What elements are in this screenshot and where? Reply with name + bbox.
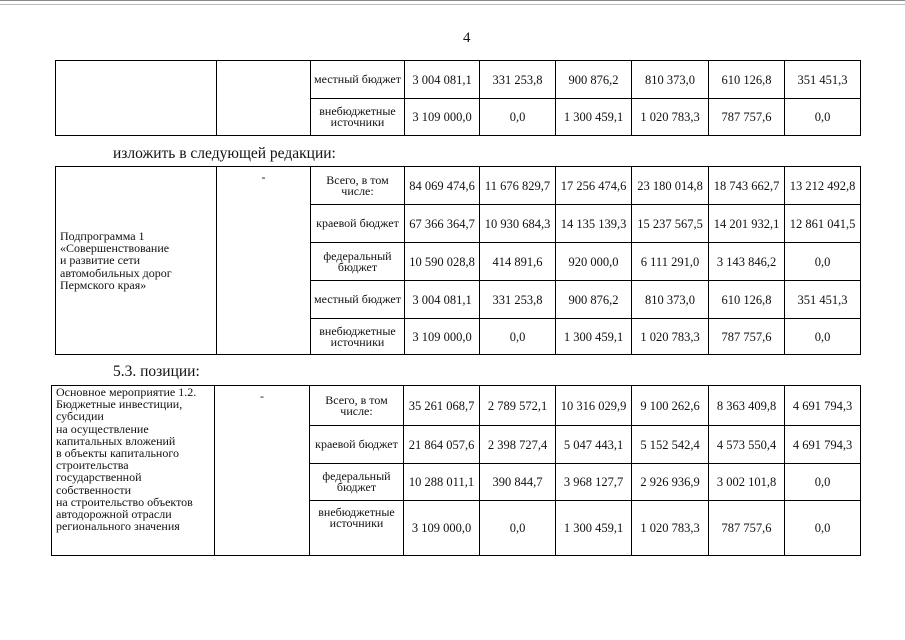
value-cell: 10 288 011,1: [404, 464, 480, 501]
value-cell: 4 573 550,4: [709, 426, 785, 464]
activity-name: Основное мероприятие 1.2. Бюджетные инвестиции, субсидии на осуществление капитальных вложений в объекты капитального строительства государственной собственности на строительство объектов автодорожной отрасли регионального значения: [52, 386, 215, 556]
value-cell: 67 366 364,7: [405, 205, 480, 243]
value-cell: 390 844,7: [480, 464, 556, 501]
value-cell: 2 398 727,4: [480, 426, 556, 464]
value-cell: 5 047 443,1: [556, 426, 632, 464]
value-cell: 2 926 936,9: [632, 464, 709, 501]
value-cell: 23 180 014,8: [632, 167, 709, 205]
value-cell: 3 109 000,0: [404, 501, 480, 556]
marker-cell: -: [215, 386, 310, 556]
value-cell: 3 143 846,2: [709, 243, 785, 281]
value-cell: 4 691 794,3: [785, 426, 861, 464]
value-cell: 1 300 459,1: [556, 501, 632, 556]
value-cell: 4 691 794,3: [785, 386, 861, 426]
value-cell: 13 212 492,8: [785, 167, 861, 205]
page-number: 4: [463, 30, 471, 46]
value-cell: 0,0: [785, 464, 861, 501]
value-cell: 787 757,6: [709, 501, 785, 556]
value-cell: 17 256 474,6: [556, 167, 632, 205]
value-cell: 3 004 081,1: [405, 61, 480, 99]
funding-source: краевой бюджет: [311, 205, 405, 243]
value-cell: 18 743 662,7: [709, 167, 785, 205]
value-cell: 2 789 572,1: [480, 386, 556, 426]
value-cell: 3 968 127,7: [556, 464, 632, 501]
marker-cell: -: [217, 167, 311, 355]
value-cell: 610 126,8: [709, 281, 785, 319]
value-cell: 0,0: [480, 501, 556, 556]
value-cell: 11 676 829,7: [480, 167, 556, 205]
funding-source: местный бюджет: [311, 61, 405, 99]
value-cell: 0,0: [480, 319, 556, 355]
funding-source: внебюджетные источники: [310, 501, 404, 556]
value-cell: 1 020 783,3: [632, 501, 709, 556]
funding-source: Всего, в том числе:: [311, 167, 405, 205]
budget-table-continuation: [55, 60, 861, 136]
value-cell: 351 451,3: [785, 281, 861, 319]
value-cell: 610 126,8: [709, 61, 785, 99]
value-cell: 14 135 139,3: [556, 205, 632, 243]
value-cell: 3 109 000,0: [405, 99, 480, 136]
value-cell: 0,0: [785, 319, 861, 355]
table-row: [56, 167, 861, 205]
value-cell: 0,0: [785, 501, 861, 556]
funding-source: внебюджетные источники: [311, 319, 405, 355]
value-cell: 5 152 542,4: [632, 426, 709, 464]
value-cell: 8 363 409,8: [709, 386, 785, 426]
subprogram-name: Подпрограмма 1 «Совершенствование и развитие сети автомобильных дорог Пермского края»: [56, 167, 217, 355]
value-cell: 3 002 101,8: [709, 464, 785, 501]
value-cell: 84 069 474,6: [405, 167, 480, 205]
instruction-text: изложить в следующей редакции:: [113, 145, 336, 162]
funding-source: федеральный бюджет: [310, 464, 404, 501]
value-cell: 10 590 028,8: [405, 243, 480, 281]
value-cell: 0,0: [785, 99, 861, 136]
value-cell: 6 111 291,0: [632, 243, 709, 281]
marker-cell-empty: [217, 61, 311, 136]
main-activity-budget-table: [51, 385, 861, 556]
value-cell: 10 930 684,3: [480, 205, 556, 243]
value-cell: 21 864 057,6: [404, 426, 480, 464]
funding-source: внебюджетные источники: [311, 99, 405, 136]
value-cell: 331 253,8: [480, 61, 556, 99]
value-cell: 1 300 459,1: [556, 319, 632, 355]
funding-source: местный бюджет: [311, 281, 405, 319]
value-cell: 12 861 041,5: [785, 205, 861, 243]
value-cell: 810 373,0: [632, 61, 709, 99]
section-heading: 5.3. позиции:: [113, 363, 200, 380]
value-cell: 900 876,2: [556, 61, 632, 99]
value-cell: 351 451,3: [785, 61, 861, 99]
value-cell: 787 757,6: [709, 319, 785, 355]
funding-source: Всего, в том числе:: [310, 386, 404, 426]
funding-source: федеральный бюджет: [311, 243, 405, 281]
name-cell-empty: [56, 61, 217, 136]
value-cell: 35 261 068,7: [404, 386, 480, 426]
funding-source: краевой бюджет: [310, 426, 404, 464]
value-cell: 900 876,2: [556, 281, 632, 319]
value-cell: 1 020 783,3: [632, 99, 709, 136]
scan-edge-line: [0, 0, 905, 5]
value-cell: 15 237 567,5: [632, 205, 709, 243]
table-row: [56, 61, 861, 99]
value-cell: 1 020 783,3: [632, 319, 709, 355]
value-cell: 810 373,0: [632, 281, 709, 319]
value-cell: 920 000,0: [556, 243, 632, 281]
value-cell: 3 004 081,1: [405, 281, 480, 319]
value-cell: 10 316 029,9: [556, 386, 632, 426]
value-cell: 9 100 262,6: [632, 386, 709, 426]
value-cell: 0,0: [480, 99, 556, 136]
value-cell: 414 891,6: [480, 243, 556, 281]
subprogram-budget-table: [55, 166, 861, 355]
value-cell: 787 757,6: [709, 99, 785, 136]
table-row: [52, 386, 861, 426]
value-cell: 3 109 000,0: [405, 319, 480, 355]
value-cell: 1 300 459,1: [556, 99, 632, 136]
value-cell: 0,0: [785, 243, 861, 281]
value-cell: 331 253,8: [480, 281, 556, 319]
value-cell: 14 201 932,1: [709, 205, 785, 243]
